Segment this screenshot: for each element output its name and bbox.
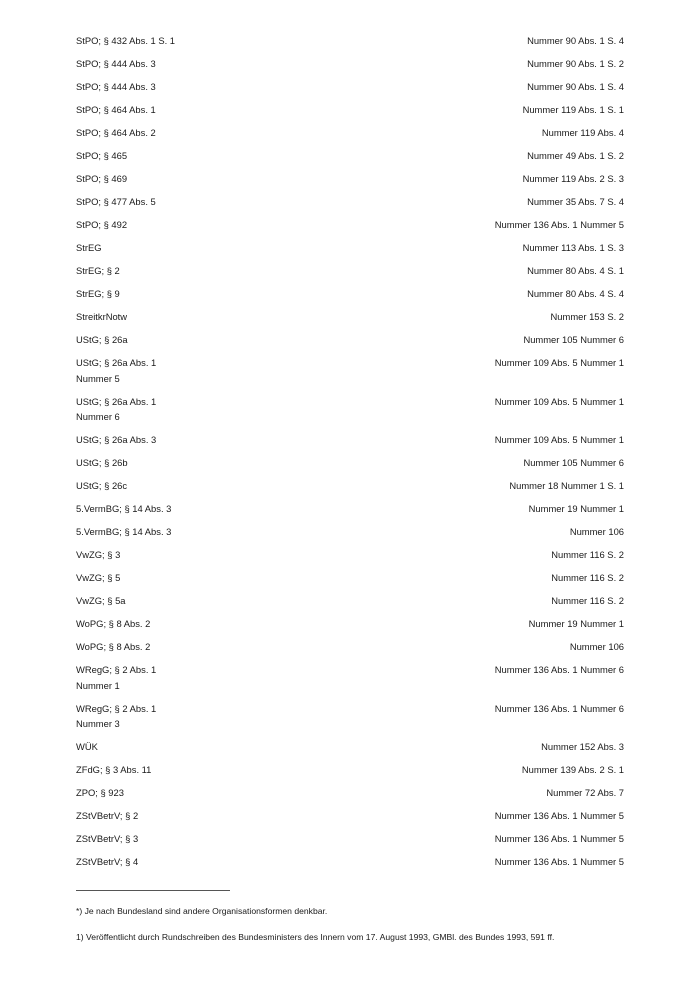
cross-reference-table [76, 33, 624, 877]
row-target: Nummer 109 Abs. 5 Nummer 1 [494, 434, 624, 445]
row-target: Nummer 35 Abs. 7 S. 4 [527, 196, 624, 207]
row-target: Nummer 109 Abs. 5 Nummer 1 [494, 357, 624, 368]
row-reference: ZStVBetrV; § 3 [76, 833, 139, 844]
row-target: Nummer 90 Abs. 1 S. 2 [527, 58, 624, 69]
row-reference: UStG; § 26a Abs. 1 Nummer 5 [76, 357, 157, 384]
row-target: Nummer 106 [569, 641, 624, 652]
table-row [76, 762, 624, 785]
table-row [76, 355, 624, 394]
row-reference: 5.VermBG; § 14 Abs. 3 [76, 526, 172, 537]
row-target: Nummer 106 [569, 526, 624, 537]
row-target: Nummer 90 Abs. 1 S. 4 [527, 81, 624, 92]
table-row [76, 831, 624, 854]
table-row [76, 701, 624, 740]
row-reference: VwZG; § 5 [76, 572, 121, 583]
row-reference: ZStVBetrV; § 2 [76, 810, 139, 821]
row-target: Nummer 49 Abs. 1 S. 2 [527, 150, 624, 161]
footnote-divider [76, 890, 230, 891]
row-reference: StPO; § 464 Abs. 2 [76, 127, 156, 138]
table-row [76, 309, 624, 332]
table-row [76, 616, 624, 639]
row-target: Nummer 136 Abs. 1 Nummer 5 [494, 219, 624, 230]
row-target: Nummer 80 Abs. 4 S. 1 [527, 265, 624, 276]
row-target: Nummer 119 Abs. 1 S. 1 [522, 104, 624, 115]
table-row [76, 171, 624, 194]
table-row [76, 854, 624, 877]
table-row [76, 739, 624, 762]
row-reference: UStG; § 26a Abs. 1 Nummer 6 [76, 395, 157, 422]
row-reference: VwZG; § 5a [76, 595, 126, 606]
table-row [76, 194, 624, 217]
row-target: Nummer 136 Abs. 1 Nummer 6 [494, 702, 624, 714]
row-target: Nummer 113 Abs. 1 S. 3 [522, 242, 624, 253]
row-reference: WRegG; § 2 Abs. 1 Nummer 1 [76, 664, 157, 691]
row-reference: UStG; § 26c [76, 480, 128, 491]
table-row [76, 808, 624, 831]
table-row [76, 102, 624, 125]
row-reference: VwZG; § 3 [76, 549, 121, 560]
row-reference: ZPO; § 923 [76, 787, 124, 798]
row-reference: WÜK [76, 741, 98, 752]
table-row [76, 524, 624, 547]
row-target: Nummer 119 Abs. 2 S. 3 [522, 173, 624, 184]
row-target: Nummer 136 Abs. 1 Nummer 6 [494, 664, 624, 675]
row-reference: StrEG; § 9 [76, 288, 120, 299]
row-target: Nummer 105 Nummer 6 [523, 457, 624, 468]
table-row [76, 240, 624, 263]
table-row [76, 217, 624, 240]
table-row [76, 332, 624, 355]
row-reference: StPO; § 469 [76, 173, 128, 184]
row-reference: StPO; § 432 Abs. 1 S. 1 [76, 35, 176, 46]
row-target: Nummer 105 Nummer 6 [523, 334, 624, 345]
row-target: Nummer 90 Abs. 1 S. 4 [527, 35, 624, 46]
row-target: Nummer 152 Abs. 3 [541, 741, 624, 752]
row-target: Nummer 116 S. 2 [551, 595, 624, 606]
row-reference: StrEG [76, 242, 102, 253]
row-reference: ZStVBetrV; § 4 [76, 856, 139, 867]
row-target: Nummer 80 Abs. 4 S. 4 [527, 288, 624, 299]
table-row [76, 33, 624, 56]
row-reference: StrEG; § 2 [76, 265, 120, 276]
row-reference: ZFdG; § 3 Abs. 11 [76, 764, 152, 775]
table-row [76, 547, 624, 570]
row-reference: StPO; § 492 [76, 219, 128, 230]
row-target: Nummer 19 Nummer 1 [528, 503, 624, 514]
row-target: Nummer 153 S. 2 [550, 311, 624, 322]
table-row [76, 593, 624, 616]
table-row [76, 662, 624, 701]
table-row [76, 785, 624, 808]
row-reference: UStG; § 26a [76, 334, 128, 345]
table-row [76, 455, 624, 478]
row-target: Nummer 136 Abs. 1 Nummer 5 [494, 856, 624, 867]
table-row [76, 501, 624, 524]
row-reference: WoPG; § 8 Abs. 2 [76, 618, 151, 629]
row-target: Nummer 19 Nummer 1 [528, 618, 624, 629]
footnote-star: *) Je nach Bundesland sind andere Organisationsformen denkbar. [76, 906, 328, 916]
row-target: Nummer 116 S. 2 [551, 549, 624, 560]
row-reference: 5.VermBG; § 14 Abs. 3 [76, 503, 172, 514]
table-row [76, 432, 624, 455]
row-target: Nummer 139 Abs. 2 S. 1 [521, 764, 624, 775]
row-target: Nummer 116 S. 2 [551, 572, 624, 583]
row-target: Nummer 136 Abs. 1 Nummer 5 [494, 810, 624, 821]
table-row [76, 56, 624, 79]
row-reference: StPO; § 444 Abs. 3 [76, 58, 156, 69]
row-target: Nummer 18 Nummer 1 S. 1 [509, 480, 624, 491]
table-row [76, 263, 624, 286]
row-reference: StPO; § 444 Abs. 3 [76, 81, 156, 92]
table-row [76, 478, 624, 501]
footnote-one: 1) Veröffentlicht durch Rundschreiben des Bundesministers des Innern vom 17. August 1993, GMBl. des Bundes 1993, 591 ff. [76, 932, 555, 942]
row-target: Nummer 119 Abs. 4 [541, 127, 624, 138]
table-row [76, 639, 624, 662]
table-row [76, 570, 624, 593]
table-row [76, 148, 624, 171]
table-row [76, 286, 624, 309]
row-target: Nummer 72 Abs. 7 [546, 787, 624, 798]
row-reference: WRegG; § 2 Abs. 1 Nummer 3 [76, 702, 157, 729]
row-target: Nummer 136 Abs. 1 Nummer 5 [494, 833, 624, 844]
table-row [76, 79, 624, 102]
table-row [76, 394, 624, 433]
row-reference: StPO; § 477 Abs. 5 [76, 196, 156, 207]
row-reference: WoPG; § 8 Abs. 2 [76, 641, 151, 652]
row-reference: UStG; § 26b [76, 457, 128, 468]
row-reference: UStG; § 26a Abs. 3 [76, 434, 157, 445]
row-target: Nummer 109 Abs. 5 Nummer 1 [494, 395, 624, 407]
row-reference: StPO; § 465 [76, 150, 128, 161]
table-row [76, 125, 624, 148]
row-reference: StreitkrNotw [76, 311, 128, 322]
row-reference: StPO; § 464 Abs. 1 [76, 104, 156, 115]
